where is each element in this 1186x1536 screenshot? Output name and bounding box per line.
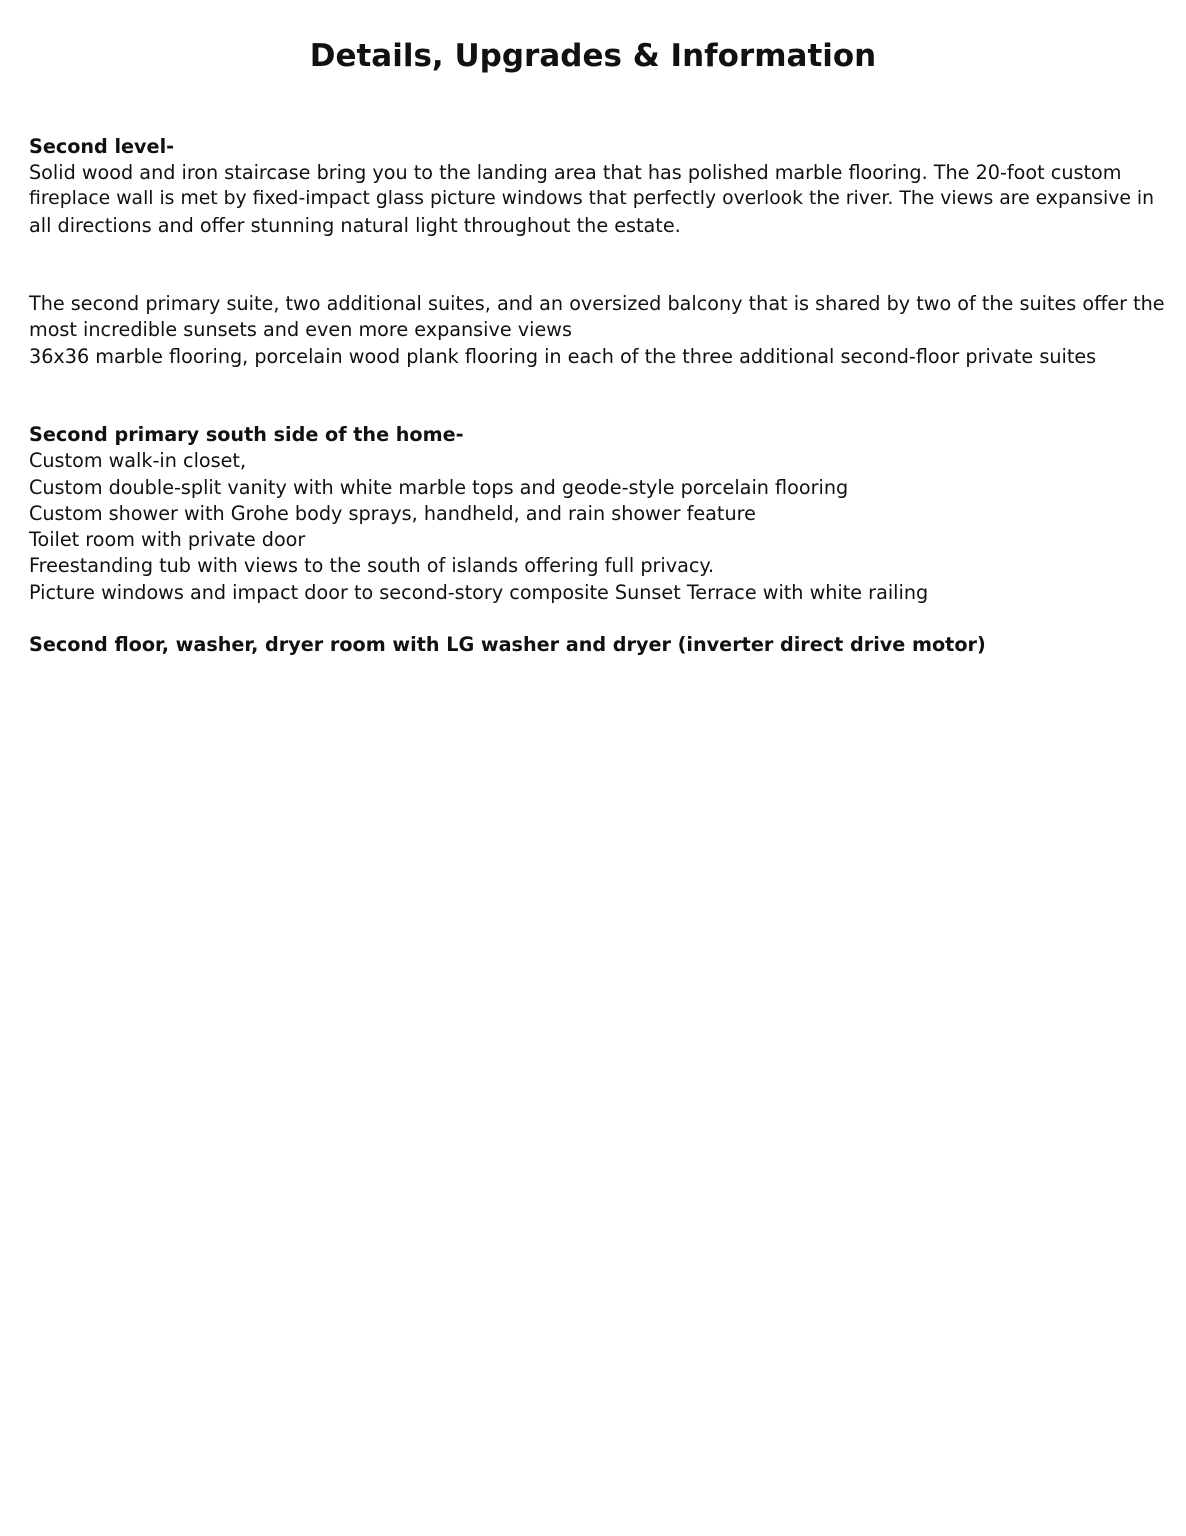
list-item: Custom walk-in closet, bbox=[29, 449, 247, 472]
section-heading-second-primary-south: Second primary south side of the home- bbox=[29, 423, 464, 446]
list-item: Freestanding tub with views to the south of islands offering full privacy. bbox=[29, 554, 715, 577]
paragraph-line: The second primary suite, two additional suites, and an oversized balcony that is shared by two of the suites offer the bbox=[29, 292, 1165, 315]
paragraph-line: all directions and offer stunning natural light throughout the estate. bbox=[29, 214, 681, 237]
paragraph-line: most incredible sunsets and even more expansive views bbox=[29, 318, 572, 341]
paragraph-line: Solid wood and iron staircase bring you to the landing area that has polished marble flooring. The 20-foot custom bbox=[29, 161, 1122, 184]
page-title: Details, Upgrades & Information bbox=[309, 38, 877, 74]
list-item: Toilet room with private door bbox=[29, 528, 306, 551]
paragraph-line: fireplace wall is met by fixed-impact glass picture windows that perfectly overlook the river. The views are expansive in bbox=[29, 188, 1155, 209]
list-item: Custom shower with Grohe body sprays, handheld, and rain shower feature bbox=[29, 502, 756, 525]
list-item: Picture windows and impact door to second-story composite Sunset Terrace with white railing bbox=[29, 581, 929, 604]
section-heading-second-level: Second level- bbox=[29, 135, 175, 158]
section-heading-laundry-room: Second floor, washer, dryer room with LG washer and dryer (inverter direct drive motor) bbox=[29, 633, 986, 656]
list-item: Custom double-split vanity with white marble tops and geode-style porcelain flooring bbox=[29, 476, 849, 499]
paragraph-line: 36x36 marble flooring, porcelain wood plank flooring in each of the three additional second-floor private suites bbox=[29, 345, 1097, 368]
